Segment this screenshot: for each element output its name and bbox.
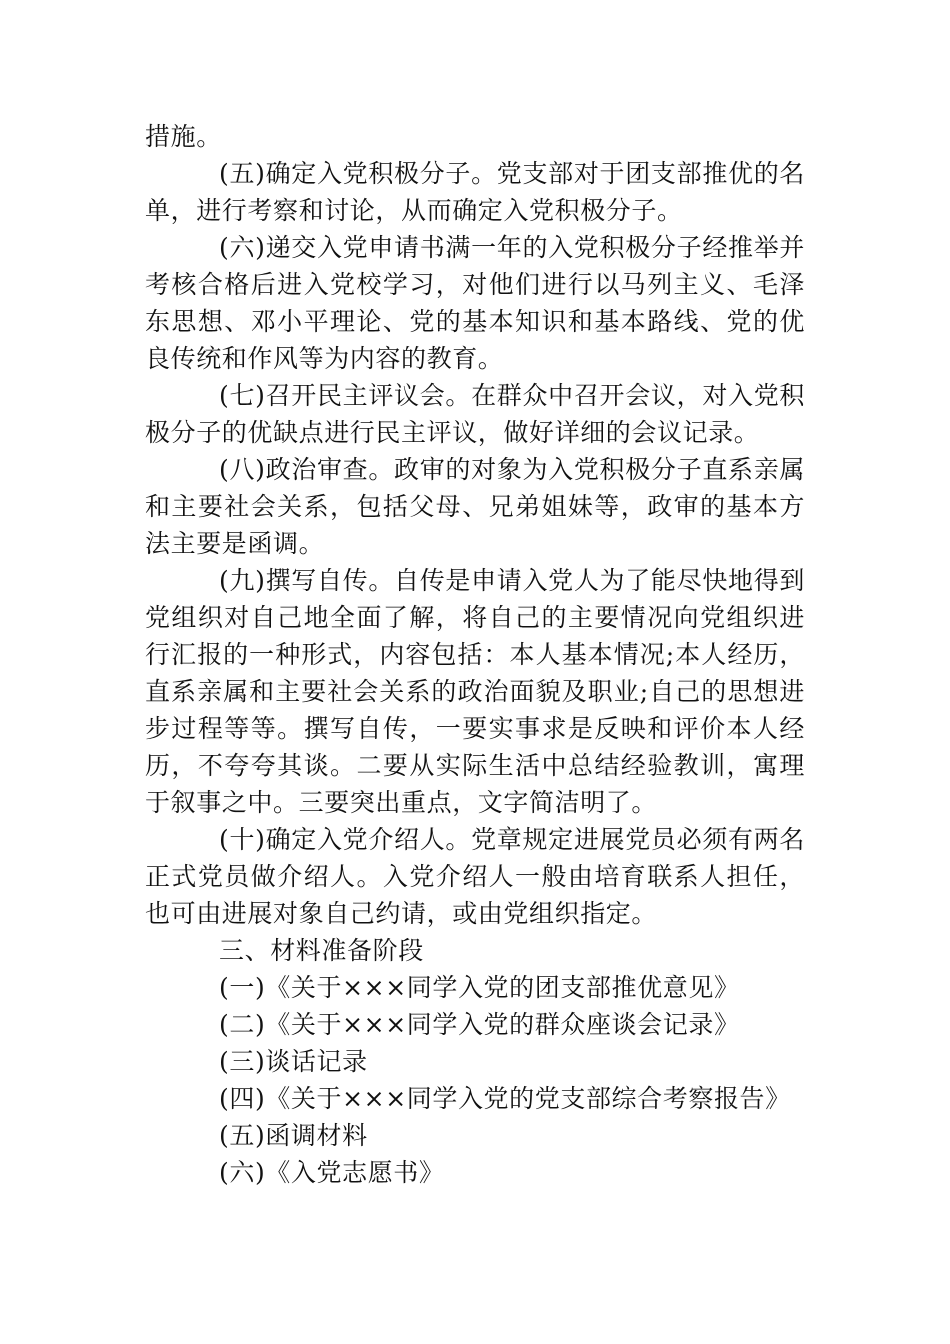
paragraph-item-8-political-review: (八)政治审查。政审的对象为入党积极分子直系亲属和主要社会关系，包括父母、兄弟姐妹等，政审的基本方法主要是函调。 (145, 455, 805, 558)
list-item-material-2: (二)《关于×××同学入党的群众座谈会记录》 (219, 1010, 740, 1039)
paragraph-measures-end: 措施。 (145, 122, 222, 151)
paragraph-item-9-autobiography: (九)撰写自传。自传是申请入党人为了能尽快地得到党组织对自己地全面了解，将自己的主要情况向党组织进行汇报的一种形式，内容包括：本人基本情况;本人经历，直系亲属和主要社会关系的政治面貌及职业;自己的思想进步过程等等。撰写自传，一要实事求是反映和评价本人经历，不夸夸其谈。二要从实际生活中总结经验教训，寓理于叙事之中。三要突出重点，文字简洁明了。 (145, 566, 805, 817)
list-item-material-3: (三)谈话记录 (219, 1047, 368, 1076)
list-item-material-4: (四)《关于×××同学入党的党支部综合考察报告》 (219, 1084, 791, 1113)
section-heading-materials: 三、材料准备阶段 (219, 936, 424, 965)
list-item-material-6: (六)《入党志愿书》 (219, 1158, 445, 1187)
paragraph-item-10-introducers: (十)确定入党介绍人。党章规定进展党员必须有两名正式党员做介绍人。入党介绍人一般由培育联系人担任，也可由进展对象自己约请，或由党组织指定。 (145, 825, 805, 928)
list-item-material-5: (五)函调材料 (219, 1121, 368, 1150)
document-body (145, 118, 805, 1191)
paragraph-item-5-activists: (五)确定入党积极分子。党支部对于团支部推优的名单，进行考察和讨论，从而确定入党积极分子。 (145, 159, 805, 225)
paragraph-item-6-party-school: (六)递交入党申请书满一年的入党积极分子经推举并考核合格后进入党校学习，对他们进行以马列主义、毛泽东思想、邓小平理论、党的基本知识和基本路线、党的优良传统和作风等为内容的教育。 (145, 233, 805, 373)
paragraph-item-7-review-meeting: (七)召开民主评议会。在群众中召开会议，对入党积极分子的优缺点进行民主评议，做好详细的会议记录。 (145, 381, 805, 447)
list-item-material-1: (一)《关于×××同学入党的团支部推优意见》 (219, 973, 740, 1002)
